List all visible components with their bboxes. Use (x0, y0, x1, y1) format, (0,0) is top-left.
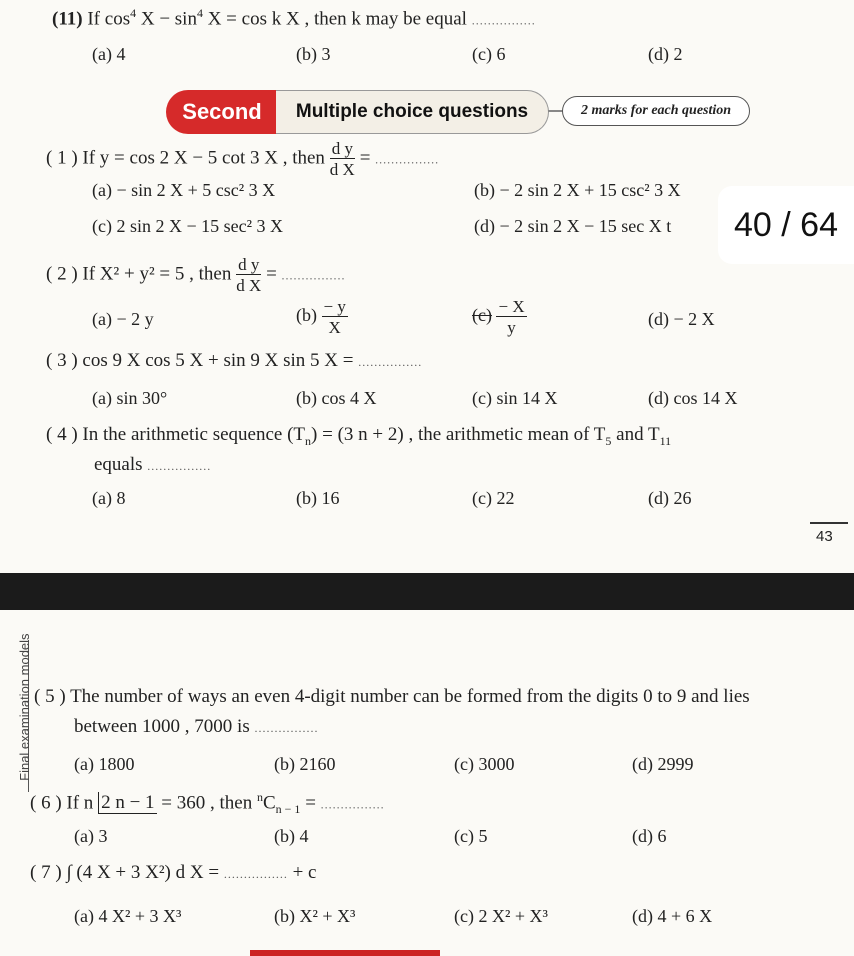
q2-text: If X² + y² = 5 , then (82, 263, 232, 285)
q5-option-a[interactable]: (a) 1800 (74, 754, 135, 774)
q1-option-d[interactable]: (d) − 2 sin 2 X − 15 sec X t (474, 216, 672, 236)
q6-option-b[interactable]: (b) 4 (274, 826, 309, 846)
q3-option-a[interactable]: (a) sin 30° (92, 388, 168, 408)
page-number: 43 (816, 528, 833, 545)
q2-number: ( 2 ) (46, 263, 78, 285)
q1-number: ( 1 ) (46, 147, 78, 169)
q1-frac-den: d X (329, 160, 355, 179)
q6-dots: ................ (320, 797, 385, 812)
q2-option-b-frac (322, 298, 348, 336)
q6-factorial: 2 n − 1 (98, 792, 156, 814)
q2-option-c-num: − X (498, 297, 525, 316)
q2-option-a[interactable]: (a) − 2 y (92, 309, 154, 329)
q2-option-b-label: (b) (296, 305, 317, 326)
q7-number: ( 7 ) (30, 862, 62, 883)
q1-dots: ................ (375, 152, 440, 167)
question-3 (46, 350, 422, 372)
q5-number: ( 5 ) (34, 686, 66, 707)
q7-plus-c: + c (292, 862, 317, 883)
q11-text-mid2: X = cos k X , then k may be equal (207, 8, 467, 30)
q2-frac-den: d X (236, 276, 262, 295)
q3-number: ( 3 ) (46, 350, 78, 371)
q11-text-mid1: X − sin (140, 8, 197, 30)
q6-sup-n: n (256, 790, 263, 804)
q7-option-a[interactable]: (a) 4 X² + 3 X³ (74, 906, 182, 926)
question-4 (46, 424, 671, 449)
q5-line1: The number of ways an even 4-digit number can be formed from the digits 0 to 9 and lies (70, 686, 750, 707)
q4-option-b[interactable]: (b) 16 (296, 488, 340, 508)
q5-dots: ................ (254, 721, 319, 735)
q3-text: cos 9 X cos 5 X + sin 9 X sin 5 X = (82, 350, 354, 371)
question-1 (46, 140, 439, 178)
question-11 (52, 6, 536, 30)
q3-dots: ................ (358, 355, 423, 369)
q11-number: (11) (52, 8, 83, 30)
q4-option-d[interactable]: (d) 26 (648, 488, 692, 508)
q6-text-pre: If n (66, 792, 94, 814)
q6-option-d[interactable]: (d) 6 (632, 826, 667, 846)
q2-frac-num: d y (238, 255, 260, 274)
q2-option-c[interactable] (472, 298, 527, 336)
q6-sub: n − 1 (275, 802, 301, 817)
q7-dots: ................ (223, 867, 288, 881)
q2-dots: ................ (281, 268, 346, 283)
q6-eq: = (305, 792, 316, 814)
side-label: Final examination models (16, 633, 32, 781)
q2-option-b-num: − y (323, 297, 346, 316)
q2-option-b-den: X (328, 318, 341, 337)
question-5 (34, 686, 750, 708)
q6-option-a[interactable]: (a) 3 (74, 826, 108, 846)
page-counter: 40 / 64 (718, 186, 854, 264)
q5-line2-wrap (74, 716, 318, 738)
q2-eq: = (266, 263, 277, 285)
q5-option-b[interactable]: (b) 2160 (274, 754, 336, 774)
marks-badge: 2 marks for each question (562, 96, 750, 126)
q11-option-a[interactable]: (a) 4 (92, 44, 126, 64)
q4-number: ( 4 ) (46, 424, 78, 445)
page-divider (0, 573, 854, 610)
q11-dots: ................ (471, 13, 536, 28)
q1-text: If y = cos 2 X − 5 cot 3 X , then (82, 147, 325, 169)
q3-option-c[interactable]: (c) sin 14 X (472, 388, 558, 408)
q4-dots: ................ (147, 459, 212, 473)
q1-option-c[interactable]: (c) 2 sin 2 X − 15 sec² 3 X (92, 216, 284, 236)
bottom-accent (250, 950, 440, 956)
q11-option-c[interactable]: (c) 6 (472, 44, 506, 64)
q6-c: C (262, 792, 276, 814)
section-title: Multiple choice questions (276, 90, 549, 134)
q1-eq: = (359, 147, 371, 169)
q4-sub11: 11 (659, 433, 672, 448)
q11-option-d[interactable]: (d) 2 (648, 44, 683, 64)
q4-sub-n: n (305, 433, 312, 448)
q3-option-d[interactable]: (d) cos 14 X (648, 388, 738, 408)
q5-option-d[interactable]: (d) 2999 (632, 754, 694, 774)
q7-option-b[interactable]: (b) X² + X³ (274, 906, 356, 926)
q1-derivative (330, 140, 355, 178)
q4-equals: equals (94, 454, 143, 475)
q1-option-b[interactable]: (b) − 2 sin 2 X + 15 csc² 3 X (474, 180, 681, 200)
question-7 (30, 862, 316, 884)
q2-option-d[interactable]: (d) − 2 X (648, 309, 715, 329)
q2-option-c-frac (496, 298, 526, 336)
section-second-badge: Second (166, 90, 278, 134)
question-6 (30, 790, 385, 817)
q4-text: In the arithmetic sequence (T (82, 424, 306, 445)
q6-text-mid: = 360 , then (161, 792, 253, 814)
q4-text2: ) = (3 n + 2) , the arithmetic mean of T (311, 424, 606, 445)
q11-option-b[interactable]: (b) 3 (296, 44, 331, 64)
q4-option-c[interactable]: (c) 22 (472, 488, 515, 508)
question-2 (46, 256, 346, 294)
q2-option-c-label: (c) (472, 305, 492, 326)
q5-option-c[interactable]: (c) 3000 (454, 754, 515, 774)
q7-option-c[interactable]: (c) 2 X² + X³ (454, 906, 548, 926)
q4-sub5: 5 (605, 433, 612, 448)
q1-frac-num: d y (331, 139, 353, 158)
q6-number: ( 6 ) (30, 792, 62, 814)
q4-line2 (94, 454, 211, 476)
q2-option-b[interactable] (296, 298, 348, 336)
q2-derivative (236, 256, 261, 294)
q7-text: ∫ (4 X + 3 X²) d X = (66, 862, 220, 883)
q2-option-c-den: y (507, 318, 516, 337)
q7-option-d[interactable]: (d) 4 + 6 X (632, 906, 713, 926)
q3-option-b[interactable]: (b) cos 4 X (296, 388, 377, 408)
q11-exp2: 4 (196, 6, 203, 20)
q6-option-c[interactable]: (c) 5 (454, 826, 488, 846)
page-number-rule (810, 522, 848, 524)
q11-text-pre: If cos (87, 8, 131, 30)
q4-option-a[interactable]: (a) 8 (92, 488, 126, 508)
q1-option-a[interactable]: (a) − sin 2 X + 5 csc² 3 X (92, 180, 276, 200)
q4-text3: and T (616, 424, 660, 445)
q5-line2: between 1000 , 7000 is (74, 716, 250, 737)
q11-exp1: 4 (130, 6, 137, 20)
